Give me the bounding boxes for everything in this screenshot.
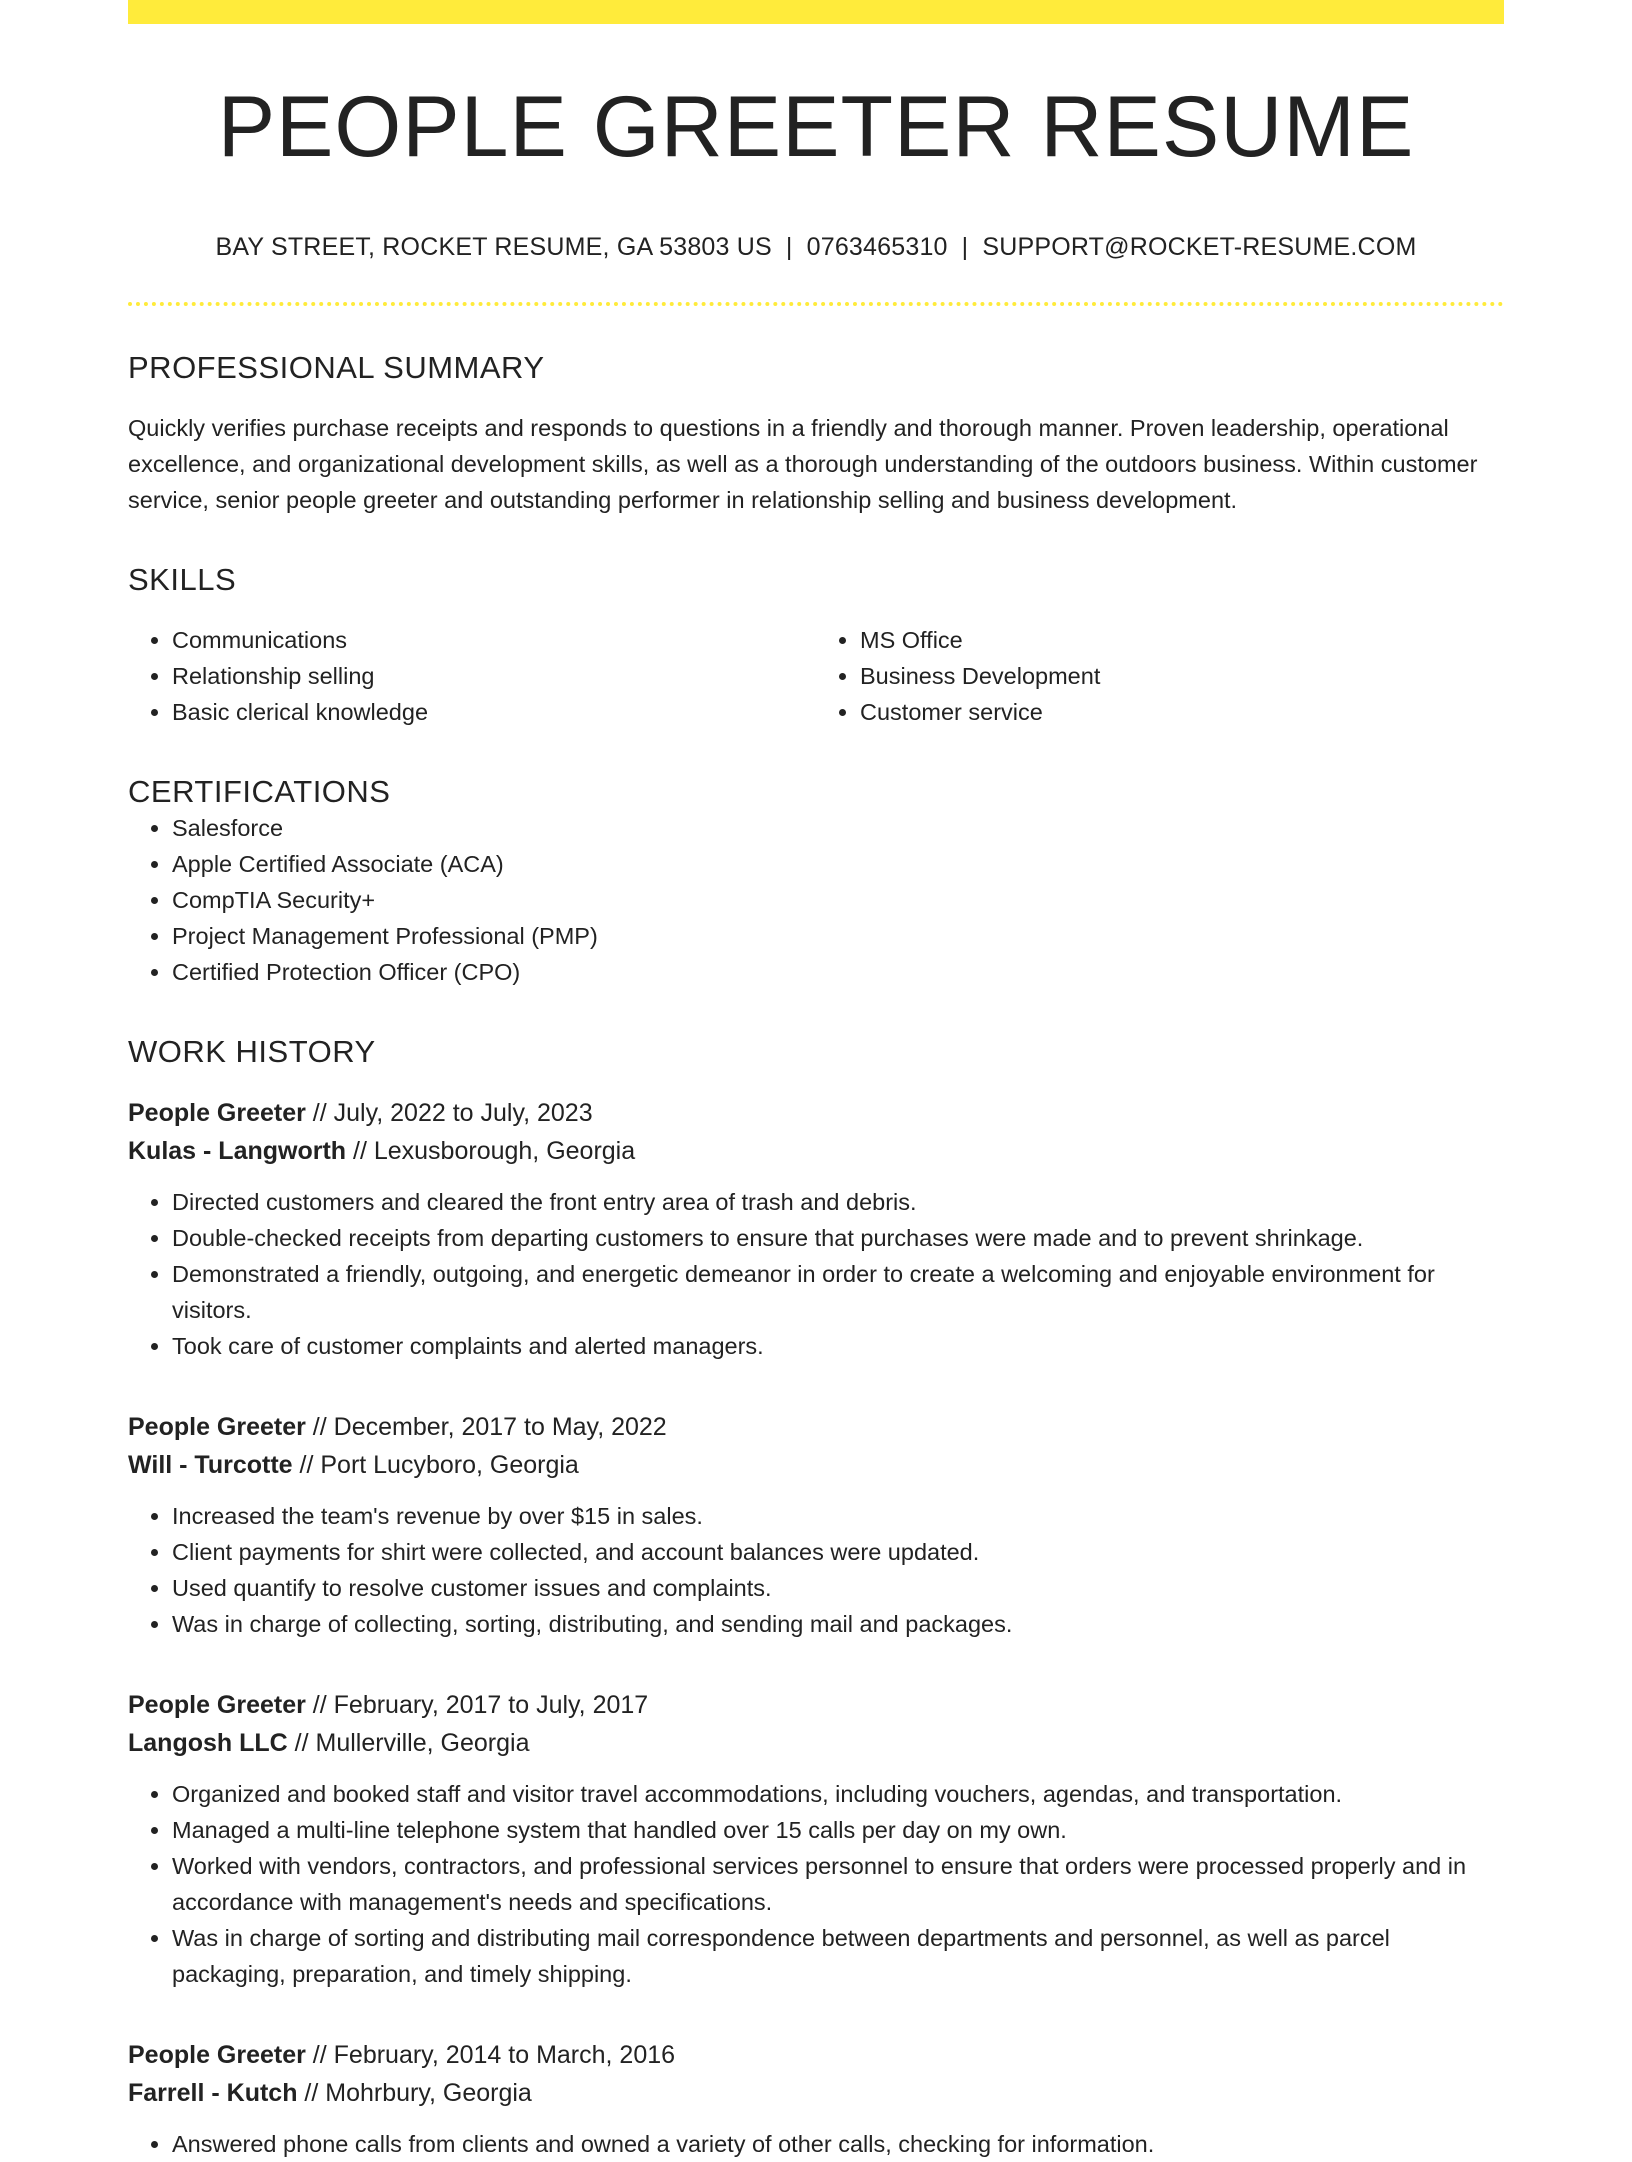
job-bullets (128, 1184, 1504, 1364)
job-location: // Mullerville, Georgia (287, 1728, 530, 1757)
job-company: Kulas - Langworth (128, 1136, 347, 1165)
job-title-line (128, 2036, 1504, 2074)
job-bullet: • Organized and booked staff and visitor travel accommodations, including vouchers, agendas, and transportation. (172, 1776, 1504, 1812)
skill-item: • MS Office (860, 622, 1504, 658)
skills-right-list (816, 622, 1504, 730)
job-title-line (128, 1408, 1504, 1446)
summary-heading: PROFESSIONAL SUMMARY (128, 349, 545, 385)
job-bullet: • Answered phone calls from clients and owned a variety of other calls, checking for information. (172, 2126, 1504, 2162)
job-dates: // December, 2017 to May, 2022 (305, 1412, 667, 1441)
job-bullets (128, 1498, 1504, 1642)
resume-page (128, 0, 1504, 2162)
skill-item: • Basic clerical knowledge (172, 694, 816, 730)
job-location: // Port Lucyboro, Georgia (292, 1450, 579, 1479)
skill-item: • Customer service (860, 694, 1504, 730)
dotted-divider (128, 302, 1504, 306)
job-bullets (128, 2126, 1504, 2162)
summary-text: Quickly verifies purchase receipts and responds to questions in a friendly and thorough manner. Proven leadership, operational excellence, and organizational development skills, as well as a thorough understanding of the outdoors business. Within customer service, senior people greeter and outstanding performer in relationship selling and business development. (128, 414, 1478, 513)
contact-line (128, 233, 1504, 262)
certification-item: • CompTIA Security+ (172, 882, 1504, 918)
job-bullet: • Increased the team's revenue by over $15 in sales. (172, 1498, 1504, 1534)
job-bullets (128, 1776, 1504, 1992)
certification-item: • Apple Certified Associate (ACA) (172, 846, 1504, 882)
job-entry (128, 2036, 1504, 2162)
certification-item: • Salesforce (172, 810, 1504, 846)
contact-email[interactable]: SUPPORT@ROCKET-RESUME.COM (982, 232, 1417, 261)
job-entry (128, 1408, 1504, 1642)
job-title: People Greeter (128, 1098, 306, 1127)
contact-separator: | (785, 232, 793, 261)
job-bullet: • Demonstrated a friendly, outgoing, and energetic demeanor in order to create a welcoming and enjoyable environment for visitors. (172, 1256, 1504, 1328)
certification-item: • Project Management Professional (PMP) (172, 918, 1504, 954)
job-bullet: • Worked with vendors, contractors, and professional services personnel to ensure that orders were processed properly and in accordance with management's needs and specifications. (172, 1848, 1504, 1920)
job-bullet: • Used quantify to resolve customer issues and complaints. (172, 1570, 1504, 1606)
job-company: Langosh LLC (128, 1728, 288, 1757)
job-dates: // July, 2022 to July, 2023 (305, 1098, 593, 1127)
work-history-heading: WORK HISTORY (128, 1033, 376, 1069)
job-company-line (128, 1446, 1504, 1484)
job-company: Will - Turcotte (128, 1450, 293, 1479)
job-title: People Greeter (128, 2040, 306, 2069)
job-company-line (128, 2074, 1504, 2112)
job-dates: // February, 2014 to March, 2016 (305, 2040, 676, 2069)
skill-item: • Relationship selling (172, 658, 816, 694)
job-company: Farrell - Kutch (128, 2078, 298, 2107)
skills-columns (128, 622, 1504, 730)
contact-separator: | (961, 232, 969, 261)
skill-item: • Business Development (860, 658, 1504, 694)
job-bullet: • Was in charge of sorting and distributing mail correspondence between departments and personnel, as well as parcel packaging, preparation, and timely shipping. (172, 1920, 1504, 1992)
contact-address: BAY STREET, ROCKET RESUME, GA 53803 US (215, 232, 772, 261)
skills-heading: SKILLS (128, 561, 237, 597)
job-title: People Greeter (128, 1690, 306, 1719)
job-title-line (128, 1094, 1504, 1132)
job-bullet: • Took care of customer complaints and alerted managers. (172, 1328, 1504, 1364)
contact-phone[interactable]: 0763465310 (806, 232, 948, 261)
job-location: // Mohrbury, Georgia (297, 2078, 532, 2107)
job-dates: // February, 2017 to July, 2017 (305, 1690, 649, 1719)
skill-item: • Communications (172, 622, 816, 658)
job-bullet: • Managed a multi-line telephone system that handled over 15 calls per day on my own. (172, 1812, 1504, 1848)
job-company-line (128, 1132, 1504, 1170)
certifications-list (128, 810, 1504, 990)
job-bullet: • Client payments for shirt were collected, and account balances were updated. (172, 1534, 1504, 1570)
job-title: People Greeter (128, 1412, 306, 1441)
job-bullet: • Double-checked receipts from departing customers to ensure that purchases were made and to prevent shrinkage. (172, 1220, 1504, 1256)
job-title-line (128, 1686, 1504, 1724)
job-entry (128, 1094, 1504, 1364)
top-accent-bar (128, 0, 1504, 24)
job-entry (128, 1686, 1504, 1992)
job-bullet: • Directed customers and cleared the front entry area of trash and debris. (172, 1184, 1504, 1220)
skills-left-list (128, 622, 816, 730)
job-location: // Lexusborough, Georgia (346, 1136, 636, 1165)
certification-item: • Certified Protection Officer (CPO) (172, 954, 1504, 990)
job-company-line (128, 1724, 1504, 1762)
resume-title: PEOPLE GREETER RESUME (217, 79, 1415, 175)
certifications-heading: CERTIFICATIONS (128, 773, 391, 809)
job-bullet: • Was in charge of collecting, sorting, distributing, and sending mail and packages. (172, 1606, 1504, 1642)
